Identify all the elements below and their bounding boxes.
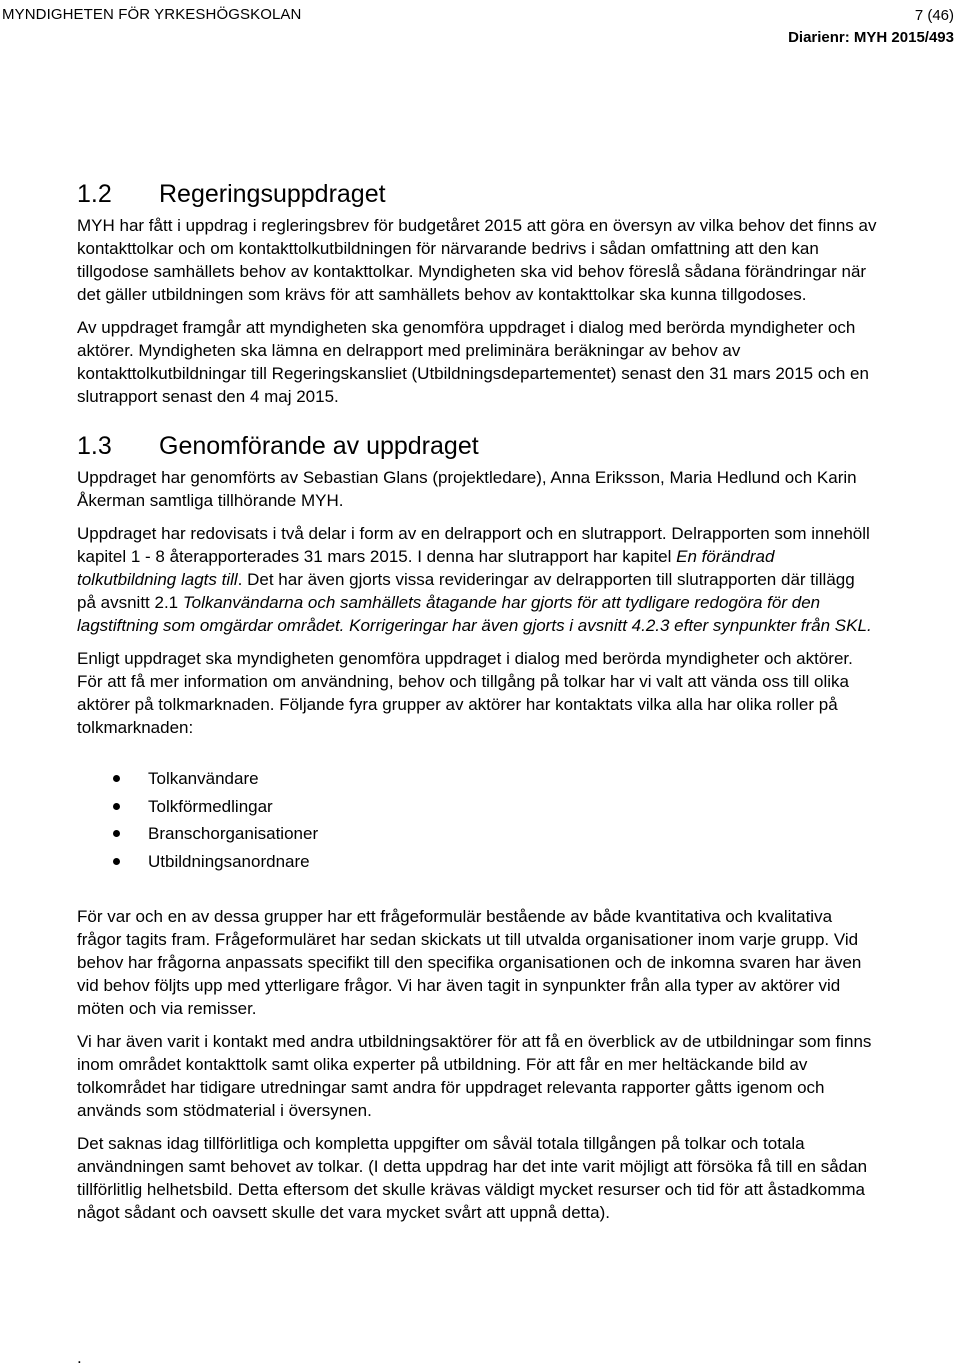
header-page-info <box>788 6 954 47</box>
paragraph: MYH har fått i uppdrag i regleringsbrev för budgetåret 2015 att göra en översyn av vilka behov det finns av kontakttolkar och om kontakttolkutbildningen för närvarande bedrivs i sådan omfattning att den kan tillgodose samhällets behov av kontakttolkar. Myndigheten ska vid behov föreslå sådana förändringar när det gäller utbildningen som krävs för att samhällets behov av kontakttolkar ska kunna tillgodoses. <box>77 216 877 304</box>
list-item: Branschorganisationer <box>77 820 877 848</box>
list-item: Tolkförmedlingar <box>77 793 877 821</box>
list-item: Utbildningsanordnare <box>77 848 877 876</box>
document-body <box>77 176 877 1234</box>
paragraph: Det saknas idag tillförlitliga och kompletta uppgifter om såväl totala tillgången på tolkar och totala användningen samt behovet av tolkar. (I detta uppdrag har det inte varit möjligt att försöka få till en sådan tillförlitlig helhetsbild. Detta eftersom det skulle krävas väldigt mycket resurser och tid för att åstadkomma något sådant och oavsett skulle det vara mycket svårt att uppnå detta). <box>77 1134 868 1222</box>
bullet-icon <box>113 858 120 865</box>
text-run: Uppdraget har redovisats i två delar i form av en delrapport och en slutrapport. Delrapporten som innehöll kapitel 1 - 8 återapporterades 31 mars 2015. I denna har slutrapport har kapitel <box>77 524 870 566</box>
page-number: 7 (46) <box>914 7 954 24</box>
chapter-title-italic: En förändrad tolkutbildning lagts till <box>77 547 775 589</box>
section-heading-1-3 <box>77 428 877 464</box>
header-organization: MYNDIGHETEN FÖR YRKESHÖGSKOLAN <box>2 6 302 23</box>
paragraph: Uppdraget har genomförts av Sebastian Glans (projektledare), Anna Eriksson, Maria Hedlund och Karin Åkerman samtliga tillhörande MYH. <box>77 468 857 510</box>
section-heading-1-2 <box>77 176 877 212</box>
bullet-icon <box>113 775 120 782</box>
paragraph: Av uppdraget framgår att myndigheten ska genomföra uppdraget i dialog med berörda myndigheter och aktörer. Myndigheten ska lämna en delrapport med preliminära beräkningar av behov av kontakttolkutbildningar till Regeringskansliet (Utbildningsdepartementet) senast den 31 mars 2015 och en slutrapport senast den 4 maj 2015. <box>77 318 869 406</box>
section-title: Genomförande av uppdraget <box>159 432 479 460</box>
paragraph: Vi har även varit i kontakt med andra utbildningsaktörer för att få en överblick av de utbildningar som finns inom området kontakttolk samt olika experter på utbildning. För att får en mer heltäckande bild av tolkområdet har tidigare utredningar samt andra för uppdraget relevanta rapporter gåtts igenom och används som stödmaterial i översynen. <box>77 1032 872 1120</box>
section-number: 1.3 <box>77 432 112 460</box>
paragraph: Enligt uppdraget ska myndigheten genomföra uppdraget i dialog med berörda myndigheter och aktörer. För att få mer information om användning, behov och tillgång på tolkar har vi valt att vända oss till olika aktörer på tolkmarknaden. Följande fyra grupper av aktörer har kontaktats vilka alla har olika roller på tolkmarknaden: <box>77 649 853 737</box>
paragraph: För var och en av dessa grupper har ett frågeformulär bestående av både kvantitativa och kvalitativa frågor tagits fram. Frågeformuläret har sedan skickats ut till utvalda organisationer inom varje grupp. Vid behov har frågorna anpassats specifikt till den specifika organisationen och de inkomna svaren har även vid behov följts upp med ytterligare frågor. Vi har även tagit in synpunkter från alla typer av aktörer vid möten och via remisser. <box>77 907 862 1018</box>
list-item: Tolkanvändare <box>77 765 877 793</box>
diarienr: Diarienr: MYH 2015/493 <box>788 29 954 46</box>
section-title: Regeringsuppdraget <box>159 180 386 208</box>
bullet-icon <box>113 803 120 810</box>
text-run: . Det har även gjorts vissa revideringar av delrapporten till slutrapporten där tillägg på avsnitt 2.1 <box>77 570 855 612</box>
section-number: 1.2 <box>77 180 112 208</box>
section-title-italic: Tolkanvändarna och samhällets åtagande har gjorts för att tydligare redogöra för den lagstiftning som omgärdar området. Korrigeringar har även gjorts i avsnitt 4.2.3 efter synpunkter från SKL. <box>77 593 872 635</box>
bullet-icon <box>113 830 120 837</box>
trailing-dot: . <box>77 1348 82 1367</box>
paragraph <box>77 522 877 637</box>
actor-groups-list <box>77 765 877 875</box>
